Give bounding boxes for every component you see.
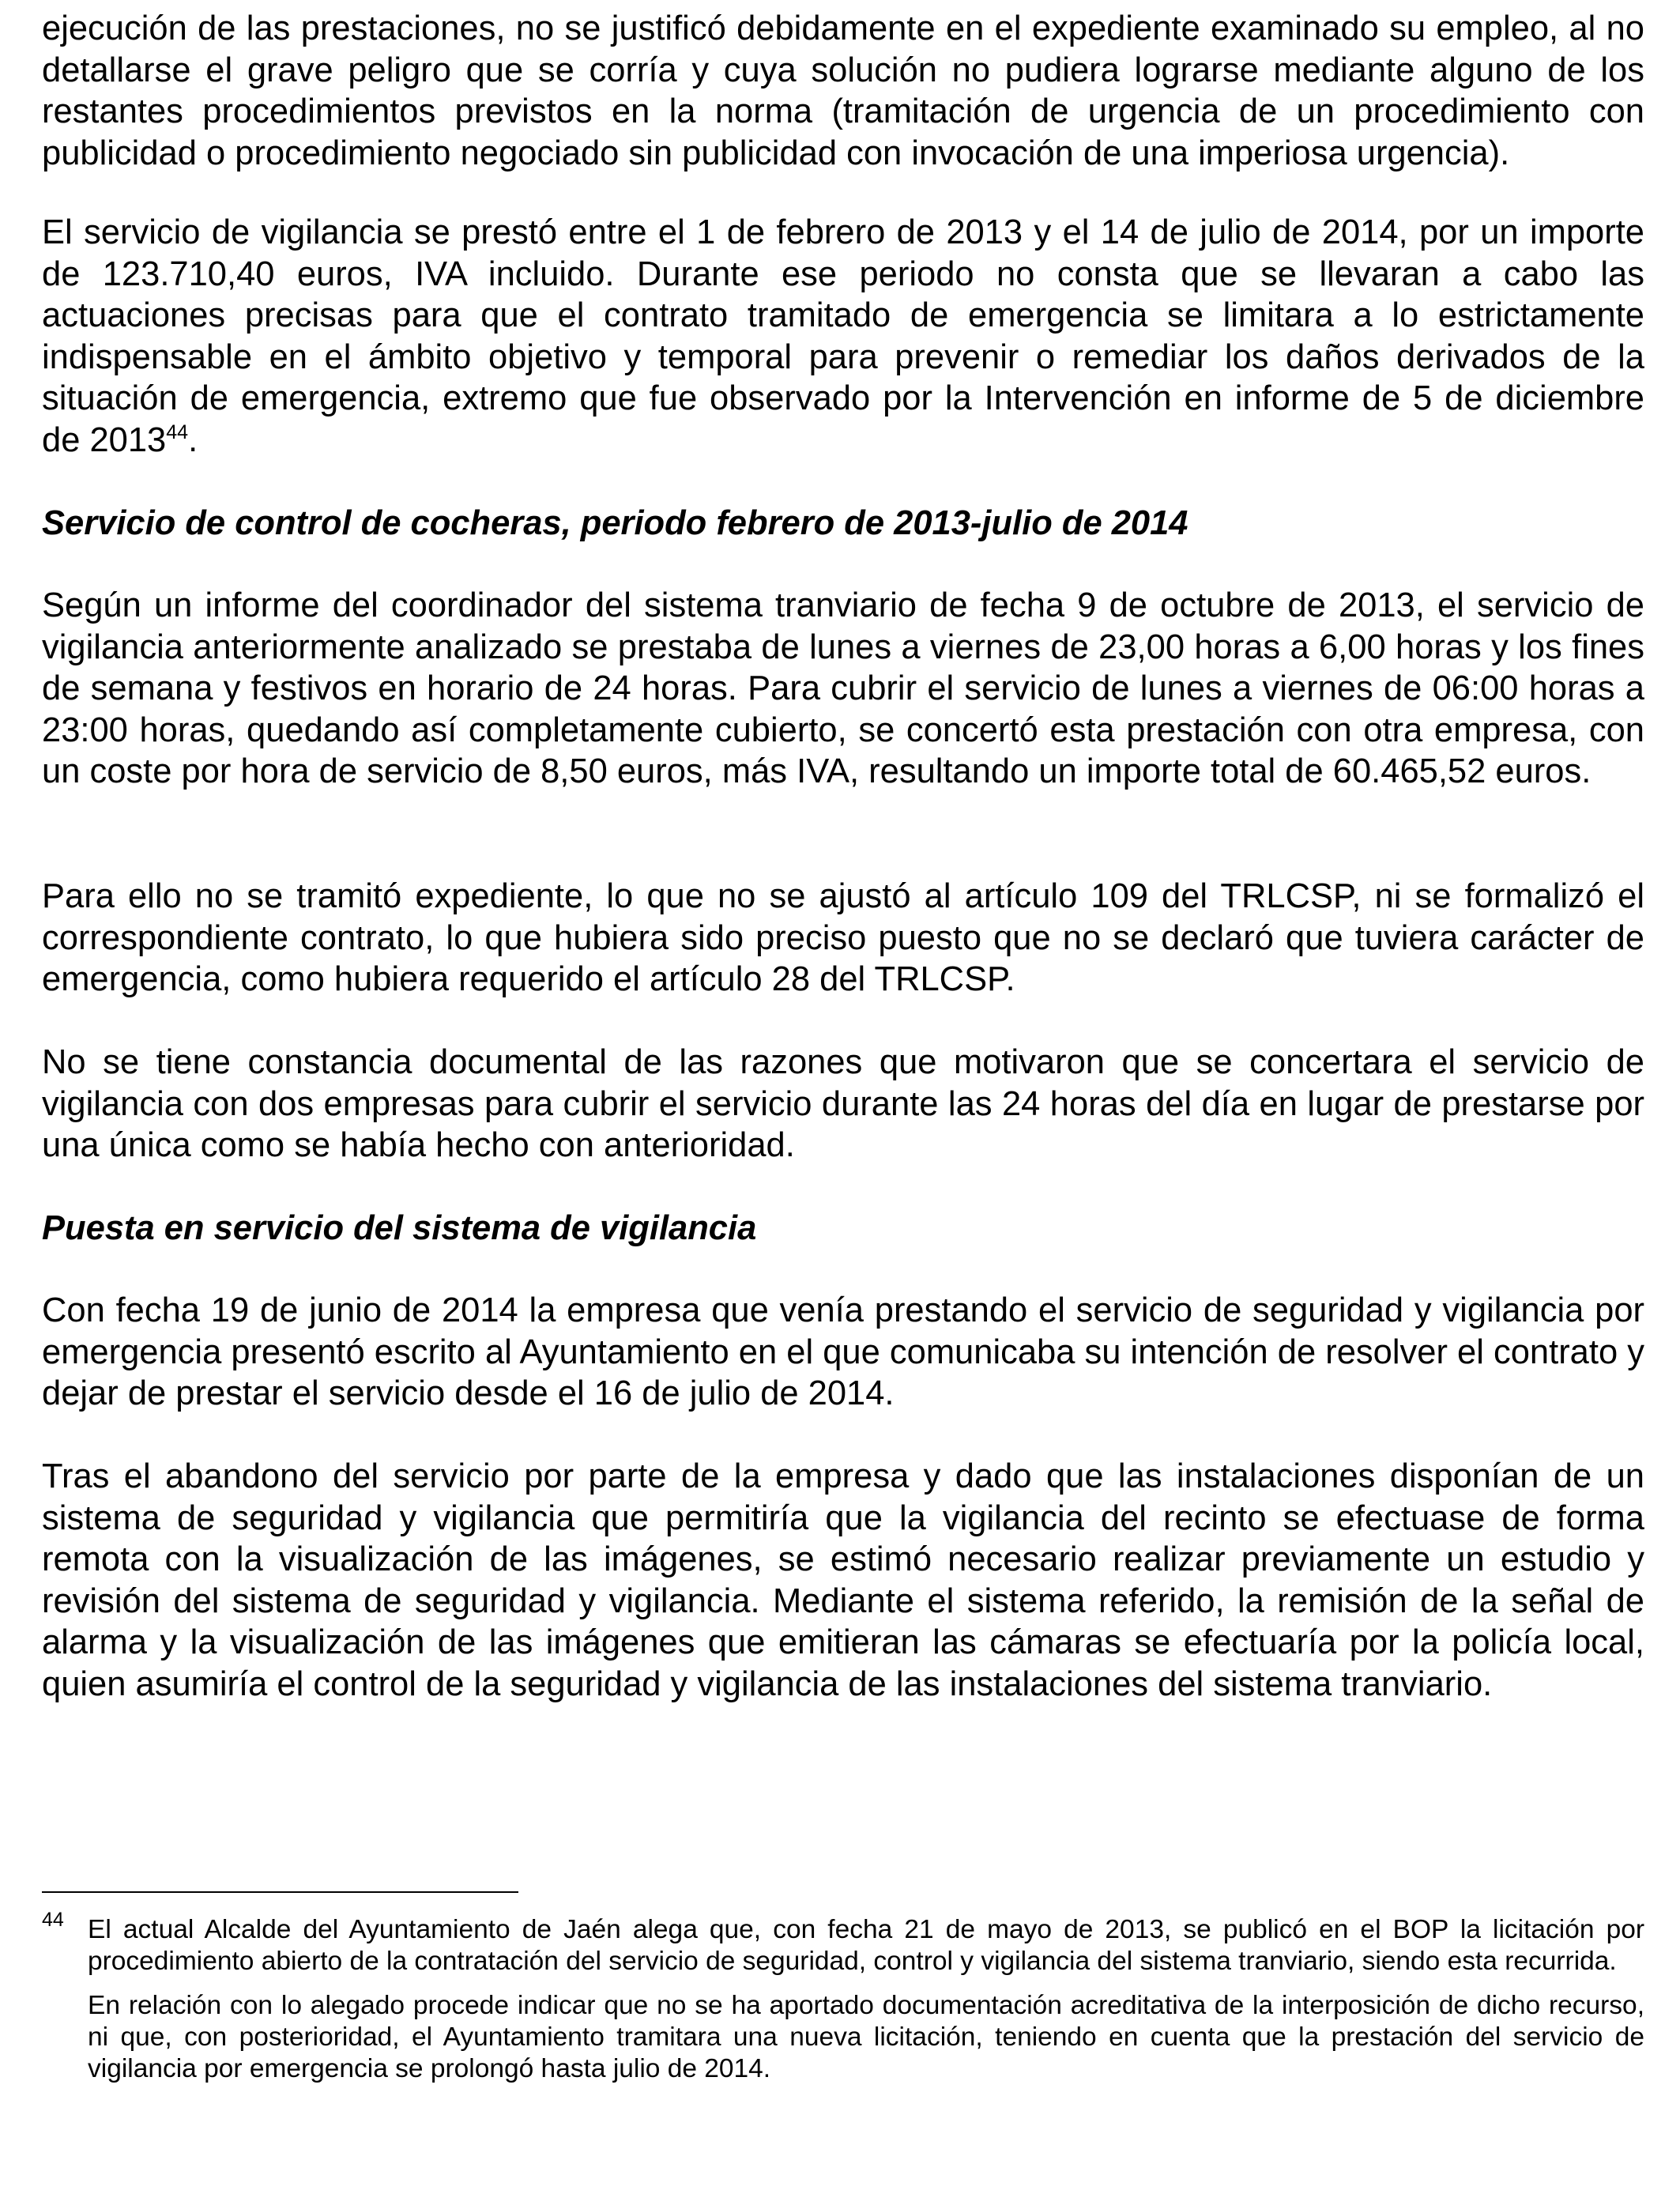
paragraph-company-termination: Con fecha 19 de junio de 2014 la empresa que venía prestando el servicio de seguridad y vigilancia por emergencia presentó escrito al Ayuntamiento en el que comunicaba su intención de resolver el contrato y dejar de prestar el servicio desde el 16 de julio de 2014. [42,1291,1644,1412]
paragraph-no-expedient: Para ello no se tramitó expediente, lo que no se ajustó al artículo 109 del TRLCSP, ni se formalizó el correspondiente contrato, lo que hubiera sido preciso puesto que no se declaró que tuviera carácter de emergencia, como hubiera requerido el artículo 28 del TRLCSP. [42,877,1644,998]
footnote-number: 44 [42,1909,64,1931]
paragraph-surveillance-text: El servicio de vigilancia se prestó entre el 1 de febrero de 2013 y el 14 de julio de 2014, por un importe de 123.710,40 euros, IVA incluido. Durante ese periodo no consta que se llevaran a cabo las actuaciones precisas para que el contrato tramitado de emergencia se limitara a lo estrictamente indispensable en el ámbito objetivo y temporal para prevenir o remediar los daños derivados de la situación de emergencia, extremo que fue observado por la Intervención en informe de 5 de diciembre de 2013 [42,213,1644,459]
footnote-paragraph-allegation: El actual Alcalde del Ayuntamiento de Jaén alega que, con fecha 21 de mayo de 2013, se publicó en el BOP la licitación por procedimiento abierto de la contratación del servicio de seguridad, control y vigilancia del sistema tranviario, siendo esta recurrida. [88,1915,1644,1976]
footnote-44 [42,1909,1644,2085]
paragraph-coordinator-report: Según un informe del coordinador del sistema tranviario de fecha 9 de octubre de 2013, el servicio de vigilancia anteriormente analizado se prestaba de lunes a viernes de 23,00 horas a 6,00 horas y los fines de semana y festivos en horario de 24 horas. Para cubrir el servicio de lunes a viernes de 06:00 horas a 23:00 horas, quedando así completamente cubierto, se concertó esta prestación con otra empresa, con un coste por hora de servicio de 8,50 euros, más IVA, resultando un importe total de 60.465,52 euros. [42,586,1644,790]
paragraph-remote-surveillance: Tras el abandono del servicio por parte de la empresa y dado que las instalaciones disponían de un sistema de seguridad y vigilancia que permitiría que la vigilancia del recinto se efectuase de forma remota con la visualización de las imágenes, se estimó necesario realizar previamente un estudio y revisión del sistema de seguridad y vigilancia. Mediante el sistema referido, la remisión de la señal de alarma y la visualización de las imágenes que emitieran las cámaras se efectuaría por la policía local, quien asumiría el control de la seguridad y vigilancia de las instalaciones del sistema tranviario. [42,1457,1644,1703]
paragraph-emergency-justification: ejecución de las prestaciones, no se justificó debidamente en el expediente examinado su empleo, al no detallarse el grave peligro que se corría y cuya solución no pudiera lograrse mediante alguno de los restantes procedimientos previstos en la norma (tramitación de urgencia de un procedimiento con publicidad o procedimiento negociado sin publicidad con invocación de una imperiosa urgencia). [42,9,1644,172]
section-heading-garage-control: Servicio de control de cocheras, periodo febrero de 2013-julio de 2014 [42,504,1188,542]
footnote-reference[interactable]: 44 [166,420,189,443]
paragraph-surveillance-service [42,212,1644,461]
paragraph-surveillance-end: . [188,420,198,459]
footnote-paragraph-response: En relación con lo alegado procede indicar que no se ha aportado documentación acreditativa de la interposición de dicho recurso, ni que, con posterioridad, el Ayuntamiento tramitara una nueva licitación, teniendo en cuenta que la prestación del servicio de vigilancia por emergencia se prolongó hasta julio de 2014. [88,1991,1644,2083]
footnote-body [88,1914,1644,2085]
section-heading-surveillance-system: Puesta en servicio del sistema de vigilancia [42,1209,757,1247]
paragraph-two-companies: No se tiene constancia documental de las razones que motivaron que se concertara el servicio de vigilancia con dos empresas para cubrir el servicio durante las 24 horas del día en lugar de prestarse por una única como se había hecho con anterioridad. [42,1043,1644,1164]
footnote-separator [42,1891,518,1893]
